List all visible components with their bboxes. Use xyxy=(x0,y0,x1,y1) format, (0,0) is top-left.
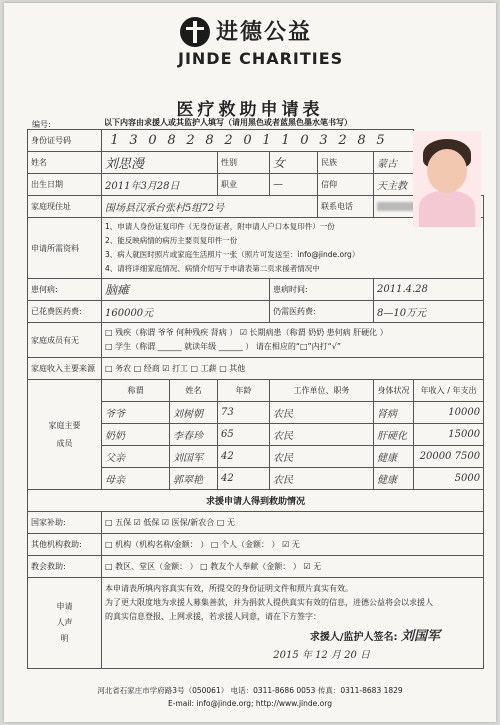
address-label: 家庭现住址 xyxy=(28,196,102,218)
id-digit: 3 xyxy=(129,133,138,148)
aid-label: 其他机构救助: xyxy=(28,534,102,556)
gender-label: 性别 xyxy=(218,152,270,174)
id-digit: 8 xyxy=(205,133,214,148)
family-cell[interactable]: 郭翠艳 xyxy=(170,468,218,490)
aid-options[interactable]: □ 教区、堂区（金额： ） □ 教友个人奉献（金额： ） ☑ 无 xyxy=(102,556,484,578)
materials-label: 申请所需资料 xyxy=(28,218,102,279)
materials-item: 1、申请人身份证复印件（无身份证者，附申请人户口本复印件）一份 xyxy=(105,222,335,231)
declare-line: 的真实信息登报、上网求援，若求援人同意，请在下方签字： xyxy=(105,612,321,621)
aid-title: 求援申请人得到救助情况 xyxy=(28,490,484,512)
applicant-photo xyxy=(413,131,481,227)
declare-label: 申请人声明 xyxy=(28,578,102,669)
time-label: 患病时间: xyxy=(270,279,374,301)
need-label: 仍需医药费: xyxy=(270,301,374,323)
family-cell[interactable]: 15000 xyxy=(414,424,484,446)
members-options[interactable] xyxy=(102,323,484,358)
id-digit: 2 xyxy=(186,133,195,148)
materials-item: 2、能反映病情的病历主要页复印件一份 xyxy=(105,236,238,245)
family-cell[interactable]: 健康 xyxy=(374,468,414,490)
address-field[interactable]: 围场县汉承台张村5组72号 xyxy=(102,196,318,218)
family-cell[interactable]: 农民 xyxy=(270,424,374,446)
aid-options[interactable]: □ 机构（机构名称/金额： ） □ 个人（金额： ） ☑ 无 xyxy=(102,534,484,556)
brand-cn: 进德公益 xyxy=(216,20,313,45)
id-digit: 8 xyxy=(167,133,176,148)
logo-emblem-icon xyxy=(180,17,210,47)
footer-web: E-mail: info@jinde.org; http://www.jinde.org xyxy=(168,699,332,708)
declare-line: 为了更大限度地为求援人募集善款，并为捐款人提供真实有效的信息，进德公益将会以求援人 xyxy=(105,598,433,607)
family-cell[interactable]: 刘树朝 xyxy=(170,402,218,424)
materials-item: 3、病人就医时照片或家庭生活照片一张（照片可发送至：info@jinde.org） xyxy=(105,250,360,259)
family-header: 工作单位、职务 xyxy=(270,380,374,402)
spent-field[interactable]: 160000元 xyxy=(102,301,270,323)
signature-field[interactable]: 刘国军 xyxy=(401,629,441,644)
gender-field[interactable]: 女 xyxy=(270,152,318,174)
members-row: □ 残疾（称谓 爷爷 何种残疾 肾病 ） ☑ 长期病患（称谓 奶奶 患何病 肝硬化 ） xyxy=(105,328,388,337)
id-digit: 2 xyxy=(224,133,233,148)
id-digit: 0 xyxy=(243,133,252,148)
members-label: 家庭成员有无 xyxy=(28,323,102,358)
family-cell[interactable]: 农民 xyxy=(270,468,374,490)
family-cell[interactable]: 爷爷 xyxy=(102,402,170,424)
disease-label: 患何病: xyxy=(28,279,102,301)
application-sheet xyxy=(4,3,496,722)
birth-field[interactable]: 2011年3月28日 xyxy=(102,174,218,196)
ethnic-field[interactable]: 蒙古 xyxy=(374,152,414,174)
family-header: 姓名 xyxy=(170,380,218,402)
family-cell[interactable]: 10000 xyxy=(414,402,484,424)
family-side-label: 家庭主要成员 xyxy=(28,380,102,490)
family-cell[interactable]: 5000 xyxy=(414,468,484,490)
income-options[interactable]: □ 务农 □ 经商 ☑ 打工 □ 工薪 □ 其他 xyxy=(102,358,484,380)
family-cell[interactable]: 奶奶 xyxy=(102,424,170,446)
form-title: 医疗救助申请表 xyxy=(176,100,324,120)
id-digit: 5 xyxy=(376,133,385,148)
id-number-field[interactable] xyxy=(102,130,414,152)
family-cell[interactable]: 母亲 xyxy=(102,468,170,490)
family-cell[interactable]: 42 xyxy=(218,446,270,468)
jinde-logo xyxy=(176,15,346,73)
declare-body xyxy=(102,578,484,669)
spent-label: 已花费医药费: xyxy=(28,301,102,323)
name-label: 姓名 xyxy=(28,152,102,174)
serial-label: 编号: xyxy=(32,120,51,129)
id-digit: 0 xyxy=(148,133,157,148)
family-cell[interactable]: 65 xyxy=(218,424,270,446)
family-cell[interactable]: 父亲 xyxy=(102,446,170,468)
family-cell[interactable]: 肾病 xyxy=(374,402,414,424)
aid-label: 教会救助: xyxy=(28,556,102,578)
phone-label: 联系电话 xyxy=(318,196,374,218)
income-label: 家庭收入主要来源 xyxy=(28,358,102,380)
need-field[interactable]: 8—10万元 xyxy=(374,301,484,323)
family-cell[interactable]: 73 xyxy=(218,402,270,424)
family-header: 年龄 xyxy=(218,380,270,402)
id-digit: 1 xyxy=(281,133,290,148)
family-cell[interactable]: 42 xyxy=(218,468,270,490)
id-digit: 1 xyxy=(262,133,271,148)
id-digit: 3 xyxy=(319,133,328,148)
birth-label: 出生日期 xyxy=(28,174,102,196)
family-cell[interactable]: 肝硬化 xyxy=(374,424,414,446)
disease-field[interactable]: 脑瘫 xyxy=(102,279,270,301)
brand-en: JINDE CHARITIES xyxy=(178,49,344,68)
signature-row xyxy=(105,630,480,645)
id-digit: 8 xyxy=(357,133,366,148)
name-field[interactable]: 刘思漫 xyxy=(102,152,218,174)
id-digit: 1 xyxy=(110,133,119,148)
form-subtitle: 以下内容由求援人或其监护人填写（请用黑色或者蓝黑色墨水笔书写） xyxy=(104,118,352,127)
family-cell[interactable]: 李春珍 xyxy=(170,424,218,446)
family-cell[interactable]: 农民 xyxy=(270,446,374,468)
family-cell[interactable]: 农民 xyxy=(270,402,374,424)
family-cell[interactable]: 健康 xyxy=(374,446,414,468)
family-header: 年收入 / 年支出 xyxy=(414,380,484,402)
aid-label: 国家补助: xyxy=(28,512,102,534)
ethnic-label: 民族 xyxy=(318,152,374,174)
family-cell[interactable]: 20000 7500 xyxy=(414,446,484,468)
family-cell[interactable]: 刘国军 xyxy=(170,446,218,468)
id-label: 身份证号码 xyxy=(28,130,102,152)
date-field[interactable]: 2015 年 12 月 20 日 xyxy=(273,650,371,661)
job-label: 职业 xyxy=(218,174,270,196)
footer-address: 河北省石家庄市学府路3号（050061） 电话：0311-8686 0053 传真：0311-8683 1829 xyxy=(97,686,403,695)
family-header: 身体状况 xyxy=(374,380,414,402)
signature-label: 求援人/监护人签名: xyxy=(309,632,398,643)
id-digit: 0 xyxy=(300,133,309,148)
materials-item: 4、请将详细家庭情况、病情介绍写于申请表第二页求援者情况中 xyxy=(105,264,320,273)
family-header: 称谓 xyxy=(102,380,170,402)
aid-options[interactable]: □ 五保 ☑ 低保 ☑ 医保/新农合 □ 无 xyxy=(102,512,484,534)
job-field[interactable]: — xyxy=(270,174,318,196)
faith-label: 信仰 xyxy=(318,174,374,196)
time-field[interactable]: 2011.4.28 xyxy=(374,279,484,301)
members-row: □ 学生（称谓 ______ 就读年级 ______ ） 请在相应的“□”内打“√” xyxy=(105,342,342,351)
faith-field[interactable]: 天主教 xyxy=(374,174,414,196)
declare-line: 本申请表所填内容真实有效，所提交的身份证明文件和照片真实有效。 xyxy=(105,584,353,593)
id-digit: 2 xyxy=(338,133,347,148)
